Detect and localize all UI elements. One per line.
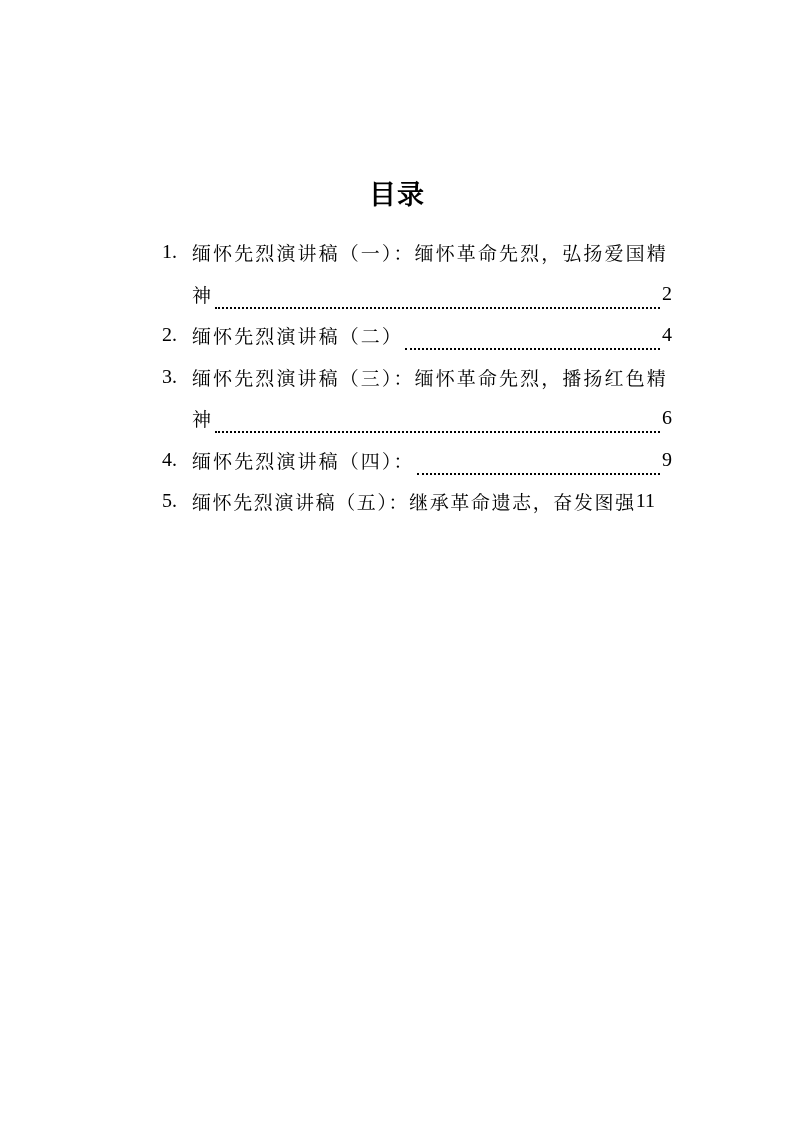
dot-leader [417,454,660,475]
toc-entry-page-number: 11 [635,490,655,513]
toc-entry-4[interactable] [162,440,672,482]
toc-entry-number: 3. [162,365,177,388]
dot-leader [215,288,660,309]
toc-entry-1-continuation[interactable] [162,274,672,316]
dot-leader [215,412,660,433]
toc-entry-title: 缅怀先烈演讲稿（二） [192,326,404,349]
dot-leader [405,329,660,350]
toc-entry-3-continuation[interactable] [162,398,672,440]
toc-entry-title-continued: 神 [192,409,214,432]
toc-entry-page-number: 2 [662,282,672,305]
toc-entry-2[interactable] [162,315,672,357]
table-of-contents [162,232,672,523]
toc-entry-title-continued: 神 [192,284,214,307]
toc-entry-title: 缅怀先烈演讲稿（三）：缅怀革命先烈，播扬红色精 [192,367,668,390]
toc-entry-title: 缅怀先烈演讲稿（五）：继承革命遗志，奋发图强 [192,492,636,515]
toc-entry-title: 缅怀先烈演讲稿（一）：缅怀革命先烈，弘扬爱国精 [192,243,668,266]
toc-entry-1[interactable] [162,232,672,274]
toc-entry-3[interactable] [162,357,672,399]
toc-entry-page-number: 4 [662,324,672,347]
toc-entry-number: 4. [162,448,177,471]
toc-entry-page-number: 6 [662,407,672,430]
toc-entry-number: 5. [162,490,177,513]
toc-entry-title: 缅怀先烈演讲稿（四）： [192,450,415,473]
toc-entry-number: 2. [162,324,177,347]
toc-entry-5[interactable] [162,481,672,523]
toc-entry-page-number: 9 [662,448,672,471]
toc-entry-number: 1. [162,241,177,264]
toc-title: 目录 [369,180,425,211]
